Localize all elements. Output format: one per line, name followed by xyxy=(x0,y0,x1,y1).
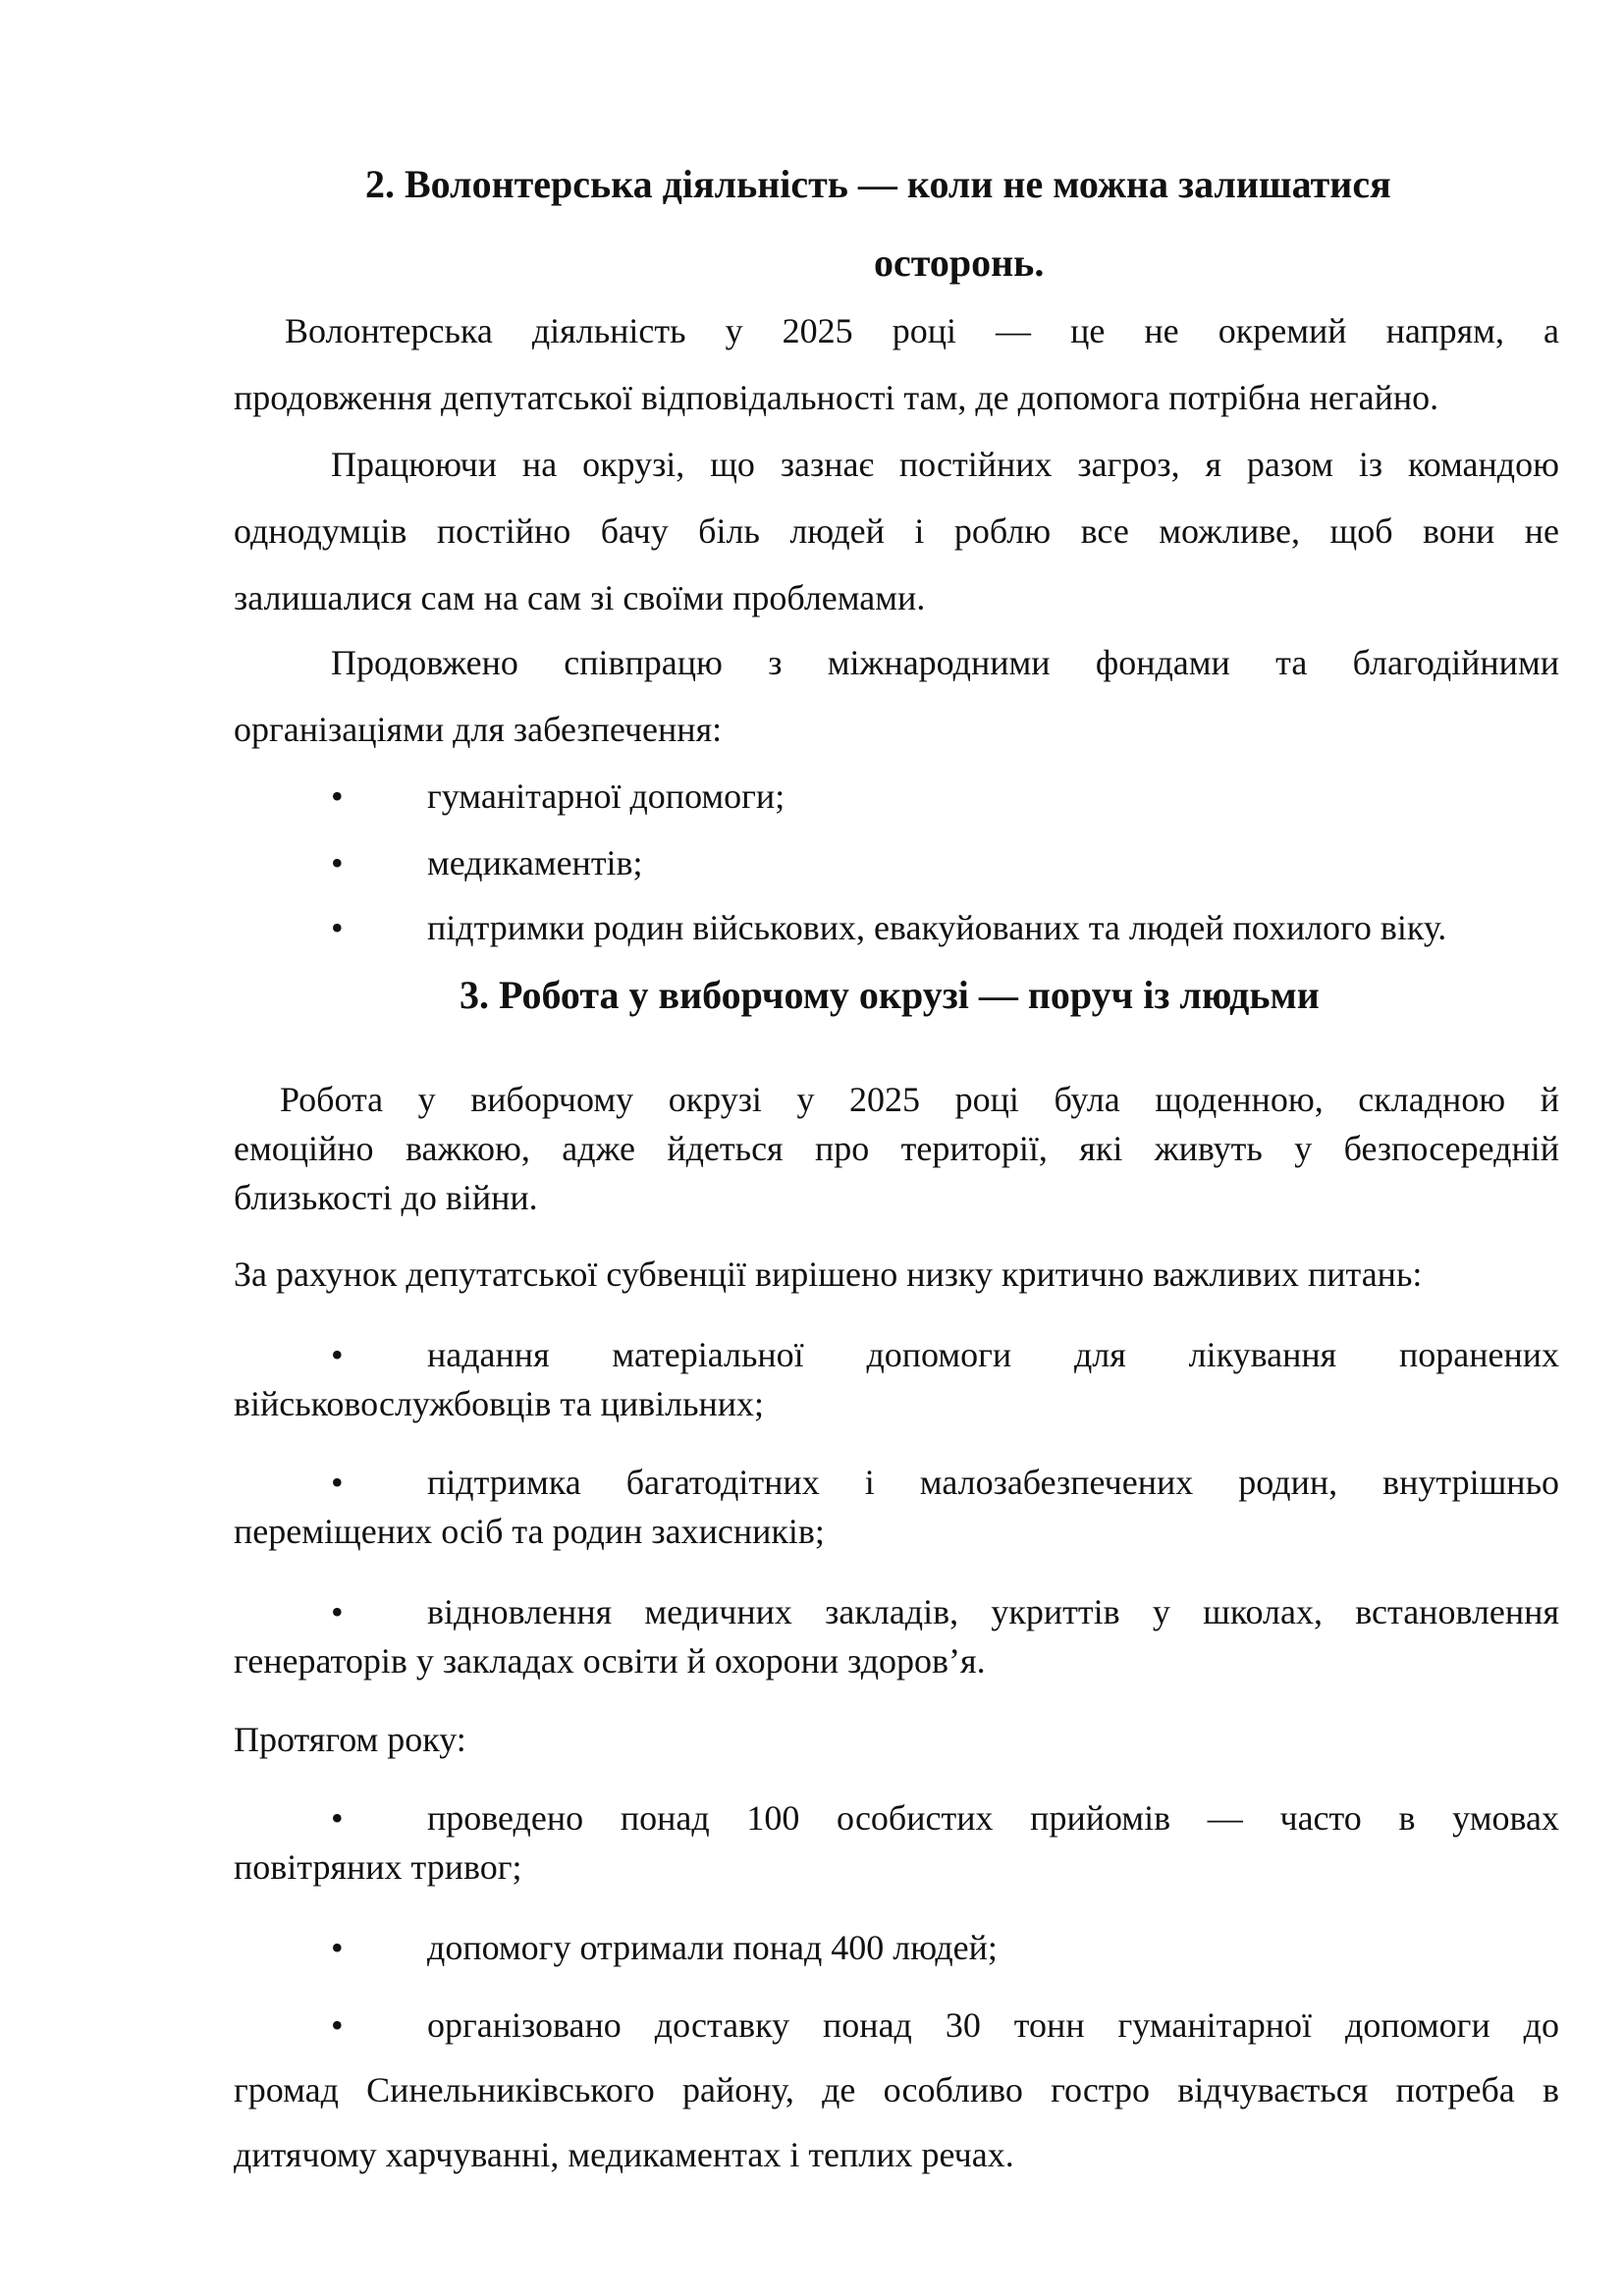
bullet-marker: • xyxy=(331,1928,344,1967)
s2-bullet-2: медикаментів; xyxy=(427,843,643,882)
bullet-marker: • xyxy=(331,1592,344,1631)
s3-item-1-line-2: військовослужбовців та цивільних; xyxy=(234,1384,765,1423)
s3-item-6-line-1: організовано доставку понад 30 тонн гуманітарної допомоги до xyxy=(427,2005,1559,2045)
s3-item-4-line-1: проведено понад 100 особистих прийомів — часто в умовах xyxy=(427,1798,1559,1838)
s3-p3: Протягом року: xyxy=(234,1720,466,1759)
s3-p2: За рахунок депутатської субвенції вирішено низку критично важливих питань: xyxy=(234,1255,1423,1294)
s2-p1-line-2: продовження депутатської відповідальності там, де допомога потрібна негайно. xyxy=(234,378,1439,417)
section-2-heading-line-1: 2. Волонтерська діяльність — коли не можна залишатися xyxy=(365,162,1391,206)
s3-item-3-line-1: відновлення медичних закладів, укриттів у школах, встановлення xyxy=(427,1592,1559,1631)
s3-item-3-line-2: генераторів у закладах освіти й охорони здоров’я. xyxy=(234,1641,986,1681)
s3-item-5-line-1: допомогу отримали понад 400 людей; xyxy=(427,1928,998,1967)
s3-p1-line-3: близькості до війни. xyxy=(234,1178,538,1217)
bullet-marker: • xyxy=(331,1798,344,1838)
s3-p1-line-1: Робота у виборчому окрузі у 2025 році була щоденною, складною й xyxy=(280,1080,1559,1119)
s2-p2-line-1: Працюючи на окрузі, що зазнає постійних загроз, я разом із командою xyxy=(331,445,1559,484)
s2-bullet-1: гуманітарної допомоги; xyxy=(427,776,785,816)
bullet-marker: • xyxy=(331,843,344,882)
s3-item-4-line-2: повітряних тривог; xyxy=(234,1847,522,1887)
s3-item-6-line-3: дитячому харчуванні, медикаментах і теплих речах. xyxy=(234,2135,1014,2174)
s3-item-2-line-2: переміщених осіб та родин захисників; xyxy=(234,1512,825,1551)
s2-p2-line-2: однодумців постійно бачу біль людей і роблю все можливе, щоб вони не xyxy=(234,511,1559,551)
s2-p3-line-1: Продовжено співпрацю з міжнародними фондами та благодійними xyxy=(331,643,1559,682)
s2-bullet-3: підтримки родин військових, евакуйованих та людей похилого віку. xyxy=(427,908,1447,947)
s2-p1-line-1: Волонтерська діяльність у 2025 році — це не окремий напрям, а xyxy=(285,311,1559,350)
s3-item-6-line-2: громад Синельниківського району, де особливо гостро відчувається потреба в xyxy=(234,2070,1559,2109)
s2-p3-line-2: організаціями для забезпечення: xyxy=(234,710,723,749)
section-3-heading: 3. Робота у виборчому окрузі — поруч із людьми xyxy=(460,973,1320,1017)
s3-item-2-line-1: підтримка багатодітних і малозабезпечених родин, внутрішньо xyxy=(427,1463,1559,1502)
s3-item-1-line-1: надання матеріальної допомоги для лікування поранених xyxy=(427,1335,1559,1374)
section-2-heading-line-2: осторонь. xyxy=(874,240,1045,285)
bullet-marker: • xyxy=(331,2005,344,2045)
bullet-marker: • xyxy=(331,776,344,816)
bullet-marker: • xyxy=(331,1335,344,1374)
bullet-marker: • xyxy=(331,1463,344,1502)
bullet-marker: • xyxy=(331,908,344,947)
s3-p1-line-2: емоційно важкою, адже йдеться про території, які живуть у безпосередній xyxy=(234,1129,1559,1168)
s2-p2-line-3: залишалися сам на сам зі своїми проблемами. xyxy=(234,578,926,617)
